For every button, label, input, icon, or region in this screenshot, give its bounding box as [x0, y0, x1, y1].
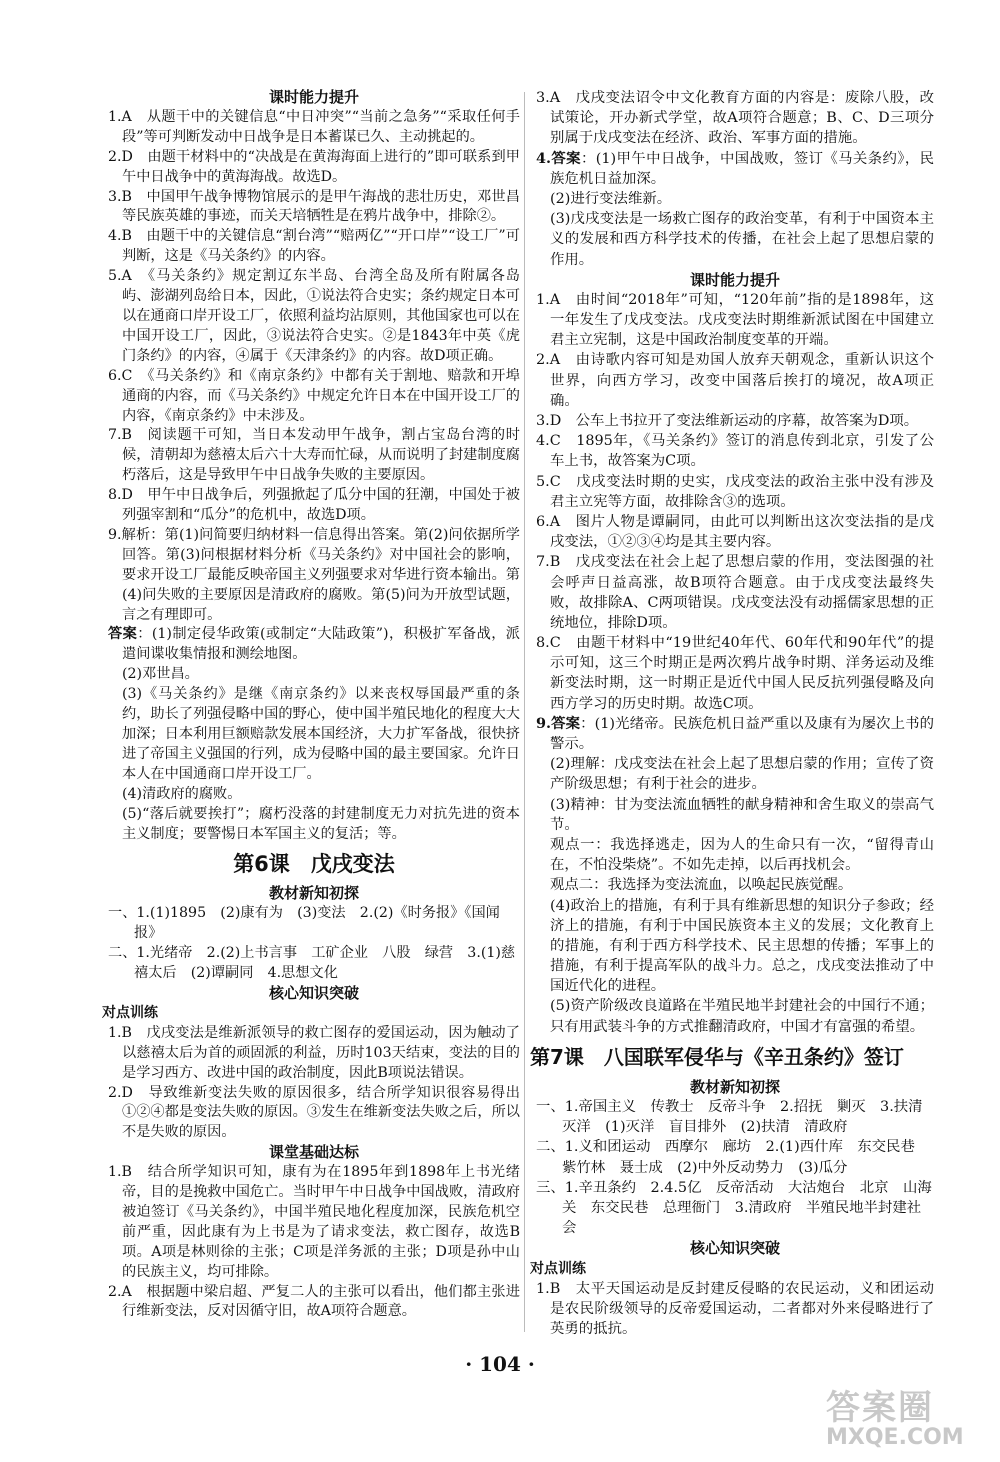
watermark-url: MXQE.COM — [826, 1425, 964, 1450]
answer-item: 1.B 太平天国运动是反封建反侵略的农民运动，义和团运动是农民阶级领导的反帝爱国运动，二者都对外来侵略进行了英勇的抵抗。 — [536, 1280, 934, 1338]
left-column — [102, 88, 520, 1322]
answer-label: 4.答案 — [536, 149, 581, 167]
answer-item: 4.B 由题干中的关键信息“割台湾”“赔两亿”“开口岸”“设工厂”可判断，这是《马关条约》的内容。 — [108, 228, 520, 265]
fill-answer: 三、1.辛丑条约 2.4.5亿 反帝活动 大沽炮台 北京 山海关 东交民巷 总理衙门 3.清政府 半殖民地半封建社会 — [536, 1179, 932, 1237]
answer-item: 5.A 《马关条约》规定割辽东半岛、台湾全岛及所有附属各岛屿、澎湖列岛给日本，因此，①说法符合史实；条约规定日本可以在通商口岸开设工厂，依照利益均沾原则，其他国家也可以在中国开设工厂，因此，③说法符合史实。②是1843年中英《虎门条约》的内容，④属于《天津条约》的内容。故D项正确。 — [108, 268, 520, 364]
section-heading: 核心知识突破 — [689, 1239, 780, 1258]
exercise-label: 对点训练 — [102, 1004, 158, 1021]
column-divider — [524, 92, 525, 1332]
answer-item: 9.解析：第(1)问简要归纳材料一信息得出答案。第(2)问依据所学回答。第(3)问根据材料分析《马关条约》对中国社会的影响，要求开设工厂最能反映帝国主义列强要求对华进行资本输出。第(4)问失败的主要原因是清政府的腐败。第(5)问为开放型试题，言之有理即可。 — [108, 526, 520, 623]
answer-item: 3.D 公车上书拉开了变法维新运动的序幕，故答案为D项。 — [536, 413, 919, 429]
answer-text: ：(1)制定侵华政策(或制定“大陆政策”)，积极扩军备战，派遣间谍收集情报和测绘地图。 — [122, 626, 520, 663]
answer-item: 1.B 结合所学知识可知，康有为在1895年到1898年上书光绪帝，目的是挽救中国危亡。当时甲午中日战争中国战败，清政府被迫签订《马关条约》，中国半殖民地化程度加深，民族危机空前严重，因此康有为上书是为了请求变法，救亡图存，故选B项。A项是林则徐的主张；C项是洋务派的主张；D项是孙中山的民族主义，均可排除。 — [108, 1164, 520, 1280]
answer-text: ：(1)光绪帝。民族危机日益严重以及康有为屡次上书的警示。 — [550, 715, 934, 752]
fill-answer: 二、1.光绪帝 2.(2)上书言事 工矿企业 八股 绿营 3.(1)慈禧太后 (2)谭嗣同 4.思想文化 — [108, 945, 516, 982]
answer-item: 1.A 从题干中的关键信息“中日冲突”“当前之急务”“采取任何手段”等可判断发动中日战争是日本蓄谋已久、主动挑起的。 — [108, 108, 520, 145]
section-heading: 核心知识突破 — [268, 983, 359, 1002]
section-heading: 课时能力提升 — [268, 88, 359, 106]
exercise-label: 对点训练 — [530, 1260, 586, 1277]
answer-item: 3.A 戊戌变法诏令中文化教育方面的内容是：废除八股，改试策论，开办新式学堂，故A项符合题意；B、C、D三项分别属于戊戌变法在经济、政治、军事方面的措施。 — [536, 90, 934, 147]
answer-item: 2.D 由题干材料中的“决战是在黄海海面上进行的”即可联系到甲午中日战争中的黄海海战。故选D。 — [108, 148, 520, 185]
answer-item: 1.A 由时间“2018年”可知，“120年前”指的是1898年，这一年发生了戊戌变法。戊戌变法时期维新派试图在中国建立君主立宪制，这是中国政治制度变革的开端。 — [536, 291, 934, 349]
answer-item: 2.A 由诗歌内容可知是劝国人放弃天朝观念，重新认识这个世界，向西方学习，改变中国落后挨打的境况，故A项正确。 — [536, 352, 934, 409]
right-column — [530, 88, 934, 1339]
section-heading: 课堂基础达标 — [268, 1143, 359, 1162]
answer-part: (2)进行变法维新。 — [550, 190, 672, 207]
answer-part: (2)邓世昌。 — [122, 666, 199, 683]
answer-item — [108, 625, 520, 665]
answer-item — [536, 714, 934, 754]
fill-answer: 一、1.(1)1895 (2)康有为 (3)变法 2.(2)《时务报》《国闻报》 — [108, 905, 500, 942]
answer-item: 8.C 由题干材料中“19世纪40年代、60年代和90年代”的提示可知，这三个时期正是两次鸦片战争时期、洋务运动及维新变法时期，这一时期正是近代中国人民反抗列强侵略及向西方学习的历史时期。故选C项。 — [536, 635, 934, 712]
answer-part: (4)政治上的措施，有利于具有维新思想的知识分子参政；经济上的措施，有利于中国民族资本主义的发展；文化教育上的措施，有利于西方科学技术、民主思想的传播；军事上的措施，有利于提高军队的战斗力。总之，戊戌变法推动了中国近代化的进程。 — [550, 897, 934, 995]
answer-item: 3.B 中国甲午战争博物馆展示的是甲午海战的悲壮历史，邓世昌等民族英雄的事迹，而关天培牺牲是在鸦片战争中，排除②。 — [108, 188, 520, 225]
answer-text: ：(1)甲午中日战争，中国战败，签订《马关条约》，民族危机日益加深。 — [550, 150, 934, 187]
answer-item: 4.C 1895年，《马关条约》签订的消息传到北京，引发了公车上书，故答案为C项。 — [536, 433, 934, 470]
watermark-logo — [826, 1380, 986, 1456]
section-heading: 教材新知初探 — [268, 884, 359, 903]
section-heading: 教材新知初探 — [689, 1077, 780, 1096]
answer-part: (5)“落后就要挨打”；腐朽没落的封建制度无力对抗先进的资本主义制度；要警惕日本军国主义的复活；等。 — [122, 805, 520, 842]
answer-item: 5.C 戊戌变法时期的史实，戊戌变法的政治主张中没有涉及君主立宪等方面，故排除含③的选项。 — [536, 473, 934, 510]
answer-part: (2)理解：戊戌变法在社会上起了思想启蒙的作用；宣传了资产阶级思想；有利于社会的进步。 — [550, 756, 934, 793]
answer-item: 7.B 戊戌变法在社会上起了思想启蒙的作用，变法图强的社会呼声日益高涨，故B项符合题意。由于戊戌变法最终失败，故排除A、C两项错误。戊戌变法没有动摇儒家思想的正统地位，排除D项。 — [536, 554, 934, 631]
answer-item: 6.C 《马关条约》和《南京条约》中都有关于割地、赔款和开埠通商的内容，而《马关条约》中规定允许日本在中国开设工厂的内容，《南京条约》中未涉及。 — [108, 367, 520, 424]
lesson-title: 第7课 八国联军侵华与《辛丑条约》签订 — [530, 1044, 904, 1069]
answer-part: (4)清政府的腐败。 — [122, 785, 242, 802]
answer-part: (3)戊戌变法是一场救亡图存的政治变革，有利于中国资本主义的发展和西方科学技术的传播，在社会上起了思想启蒙的作用。 — [550, 211, 934, 268]
answer-part: 观点二：我选择为变法流血，以唤起民族觉醒。 — [550, 877, 853, 894]
answer-item: 8.D 甲午中日战争后，列强掀起了瓜分中国的狂潮，中国处于被列强宰割和“瓜分”的危机中，故选D项。 — [108, 487, 520, 524]
fill-answer: 一、1.帝国主义 传教士 反帝斗争 2.招抚 剿灭 3.扶清灭洋 (1)灭洋 盲目排外 (2)扶清 清政府 — [536, 1099, 923, 1136]
answer-part: 观点一：我选择逃走，因为人的生命只有一次，“留得青山在，不怕没柴烧”。不如先走掉，以后再找机会。 — [550, 836, 934, 874]
answer-item: 1.B 戊戌变法是维新派领导的救亡图存的爱国运动，因为触动了以慈禧太后为首的顽固派的利益，历时103天结束，变法的目的是学习西方、改进中国的政治制度，因此B项说法错误。 — [108, 1024, 520, 1081]
fill-answer: 二、1.义和团运动 西摩尔 廊坊 2.(1)西什库 东交民巷 紫竹林 聂士成 (2)中外反动势力 (3)瓜分 — [536, 1139, 930, 1176]
section-heading: 课时能力提升 — [689, 270, 780, 289]
answer-item: 2.A 根据题中梁启超、严复二人的主张可以看出，他们都主张进行维新变法，反对因循守旧，故A项符合题意。 — [108, 1283, 520, 1320]
answer-item: 2.D 导致维新变法失败的原因很多，结合所学知识很容易得出①②④都是变法失败的原因。③发生在维新变法失败之后，所以不是失败的原因。 — [108, 1084, 520, 1141]
lesson-title: 第6课 戊戌变法 — [233, 852, 395, 877]
answer-label: 答案 — [108, 626, 138, 643]
answer-part: (3)《马关条约》是继《南京条约》以来丧权辱国最严重的条约，助长了列强侵略中国的野心，使中国半殖民地化的程度大大加深；日本利用巨额赔款发展本国经济，大力扩军备战，很快挤进了帝国主义强国的行列，成为侵略中国的最主要国家。允许日本人在中国通商口岸开设工厂。 — [122, 686, 520, 782]
page-number: · 104 · — [465, 1352, 535, 1376]
answer-part: (5)资产阶级改良道路在半殖民地半封建社会的中国行不通；只有用武装斗争的方式推翻清政府，中国才有富强的希望。 — [550, 998, 934, 1035]
answer-part: (3)精神：甘为变法流血牺牲的献身精神和舍生取义的崇高气节。 — [550, 796, 934, 833]
watermark-text: 答案圈 — [826, 1388, 934, 1428]
answer-item: 6.A 图片人物是谭嗣同，由此可以判断出这次变法指的是戊戌变法，①②③④均是其主要内容。 — [536, 513, 934, 551]
answer-item — [536, 149, 934, 189]
answer-item: 7.B 阅读题干可知，当日本发动甲午战争，割占宝岛台湾的时候，清朝却为慈禧太后六十大寿而忙碌，从而说明了封建制度腐朽落后，这是导致甲午中日战争失败的主要原因。 — [108, 427, 520, 484]
answer-label: 9.答案 — [536, 714, 581, 732]
